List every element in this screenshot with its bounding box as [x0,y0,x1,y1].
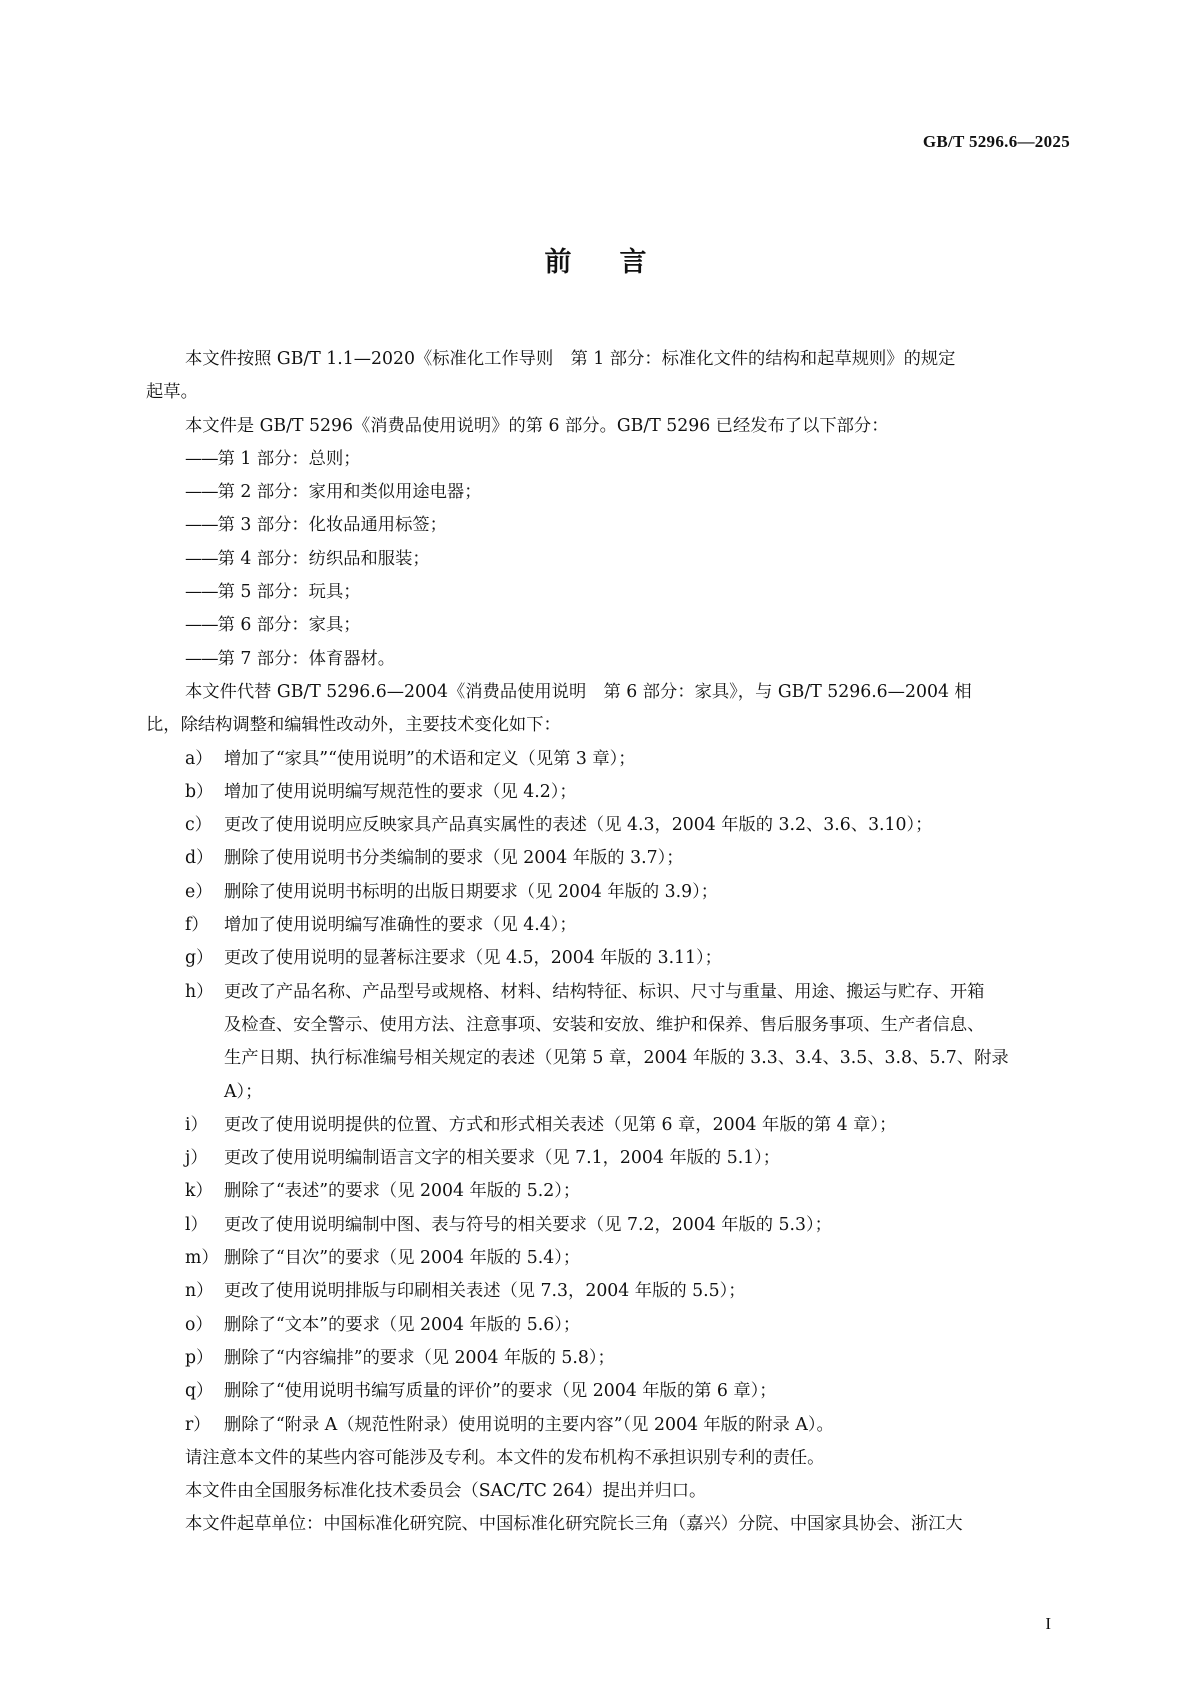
item-key: m） [185,1248,219,1269]
change-item [146,809,1071,842]
change-item [146,776,1071,809]
paragraph-line: 请注意本文件的某些内容可能涉及专利。本文件的发布机构不承担识别专利的责任。 [185,1447,825,1468]
change-item [146,1209,1071,1242]
item-continuation: 生产日期、执行标准编号相关规定的表述（见第 5 章，2004 年版的 3.3、3.4、3.5、3.8、5.7、附录 [224,1048,1009,1069]
item-text: 删除了使用说明书分类编制的要求（见 2004 年版的 3.7）； [224,848,684,869]
change-item [146,1342,1071,1375]
item-text: 更改了使用说明提供的位置、方式和形式相关表述（见第 6 章，2004 年版的第 4 章）； [224,1114,897,1135]
item-text: 更改了使用说明编制中图、表与符号的相关要求（见 7.2，2004 年版的 5.3）； [224,1214,832,1235]
change-item [146,1142,1071,1175]
dash-marker: —— [185,615,218,636]
dash-marker: —— [185,582,218,603]
page-number: I [1045,1614,1051,1633]
change-item [146,976,1071,1009]
item-key: c） [185,815,212,836]
part-list-item [146,509,1071,542]
change-item [146,909,1071,942]
item-key: l） [185,1214,208,1235]
item-key: e） [185,881,213,902]
item-key: p） [185,1347,214,1368]
item-key: q） [185,1381,214,1402]
item-key: n） [185,1281,214,1302]
part-list-item [146,443,1071,476]
dash-marker: —— [185,548,218,569]
item-key: g） [185,948,214,969]
change-item [146,1375,1071,1408]
paragraph-line: 比，除结构调整和编辑性改动外，主要技术变化如下： [146,715,561,736]
paragraph-line: 起草。 [146,382,198,403]
part-text: 第 6 部分：家具； [217,615,361,636]
item-text: 增加了“家具”“使用说明”的术语和定义（见第 3 章）； [224,748,636,769]
part-list-item [146,543,1071,576]
item-text: 更改了使用说明排版与印刷相关表述（见 7.3，2004 年版的 5.5）； [224,1281,746,1302]
item-text: 删除了“内容编排”的要求（见 2004 年版的 5.8）； [224,1347,615,1368]
item-text: 更改了产品名称、产品型号或规格、材料、结构特征、标识、尺寸与重量、用途、搬运与贮存、开箱 [224,981,985,1002]
item-key: o） [185,1314,213,1335]
paragraph-line: 本文件按照 GB/T 1.1—2020《标准化工作导则 第 1 部分：标准化文件的结构和起草规则》的规定 [185,349,956,369]
change-item [146,1309,1071,1342]
item-text: 删除了“使用说明书编写质量的评价”的要求（见 2004 年版的第 6 章）； [224,1381,777,1402]
part-list-item [146,576,1071,609]
item-text: 增加了使用说明编写规范性的要求（见 4.2）； [224,781,577,802]
part-text: 第 2 部分：家用和类似用途电器； [217,482,482,503]
item-text: 增加了使用说明编写准确性的要求（见 4.4）； [224,915,577,936]
part-text: 第 4 部分：纺织品和服装； [217,548,430,569]
part-list-item [146,609,1071,642]
change-item [146,1275,1071,1308]
item-key: a） [185,748,213,769]
item-key: k） [185,1181,213,1202]
item-text: 更改了使用说明的显著标注要求（见 4.5，2004 年版的 3.11）； [224,948,722,969]
item-text: 删除了使用说明书标明的出版日期要求（见 2004 年版的 3.9）； [224,881,719,902]
dash-marker: —— [185,648,218,669]
item-key: f） [185,915,209,936]
dash-marker: —— [185,482,218,503]
item-text: 更改了使用说明应反映家具产品真实属性的表述（见 4.3，2004 年版的 3.2、3.6、3.10）； [224,815,933,836]
item-key: b） [185,781,214,802]
item-text: 更改了使用说明编制语言文字的相关要求（见 7.1，2004 年版的 5.1）； [224,1148,781,1169]
item-key: r） [185,1414,211,1435]
part-list-item [146,476,1071,509]
item-continuation: 及检查、安全警示、使用方法、注意事项、安装和安放、维护和保养、售后服务事项、生产者信息、 [224,1014,985,1035]
paragraph-line: 本文件由全国服务标准化技术委员会（SAC/TC 264）提出并归口。 [185,1481,707,1502]
part-list-item [146,643,1071,676]
document-body [146,343,1071,1542]
item-text: 删除了“目次”的要求（见 2004 年版的 5.4）； [224,1248,581,1269]
change-item [146,1109,1071,1142]
dash-marker: —— [185,515,218,536]
page-title: 前言 [544,247,695,278]
part-text: 第 5 部分：玩具； [217,582,361,603]
paragraph-line: 本文件是 GB/T 5296《消费品使用说明》的第 6 部分。GB/T 5296 已经发布了以下部分： [185,415,889,436]
part-text: 第 1 部分：总则； [217,448,361,469]
item-key: h） [185,981,214,1002]
dash-marker: —— [185,448,218,469]
item-continuation: A）； [224,1081,263,1102]
item-text: 删除了“表述”的要求（见 2004 年版的 5.2）； [224,1181,581,1202]
change-item [146,1409,1071,1442]
paragraph-line: 本文件起草单位：中国标准化研究院、中国标准化研究院长三角（嘉兴）分院、中国家具协会、浙江大 [185,1514,963,1535]
change-item [146,1242,1071,1275]
item-key: i） [185,1114,208,1135]
part-text: 第 3 部分：化妆品通用标签； [217,515,447,536]
change-item [146,743,1071,776]
change-item [146,1175,1071,1208]
change-item [146,842,1071,875]
change-item [146,876,1071,909]
item-text: 删除了“文本”的要求（见 2004 年版的 5.6）； [224,1314,581,1335]
item-key: j） [185,1148,208,1169]
part-text: 第 7 部分：体育器材。 [217,648,396,669]
item-key: d） [185,848,214,869]
standard-number: GB/T 5296.6—2025 [922,132,1070,151]
item-text: 删除了“附录 A（规范性附录）使用说明的主要内容”（见 2004 年版的附录 A）。 [224,1414,834,1435]
paragraph-line: 本文件代替 GB/T 5296.6—2004《消费品使用说明 第 6 部分：家具》，与 GB/T 5296.6—2004 相 [185,681,972,702]
change-item [146,942,1071,975]
